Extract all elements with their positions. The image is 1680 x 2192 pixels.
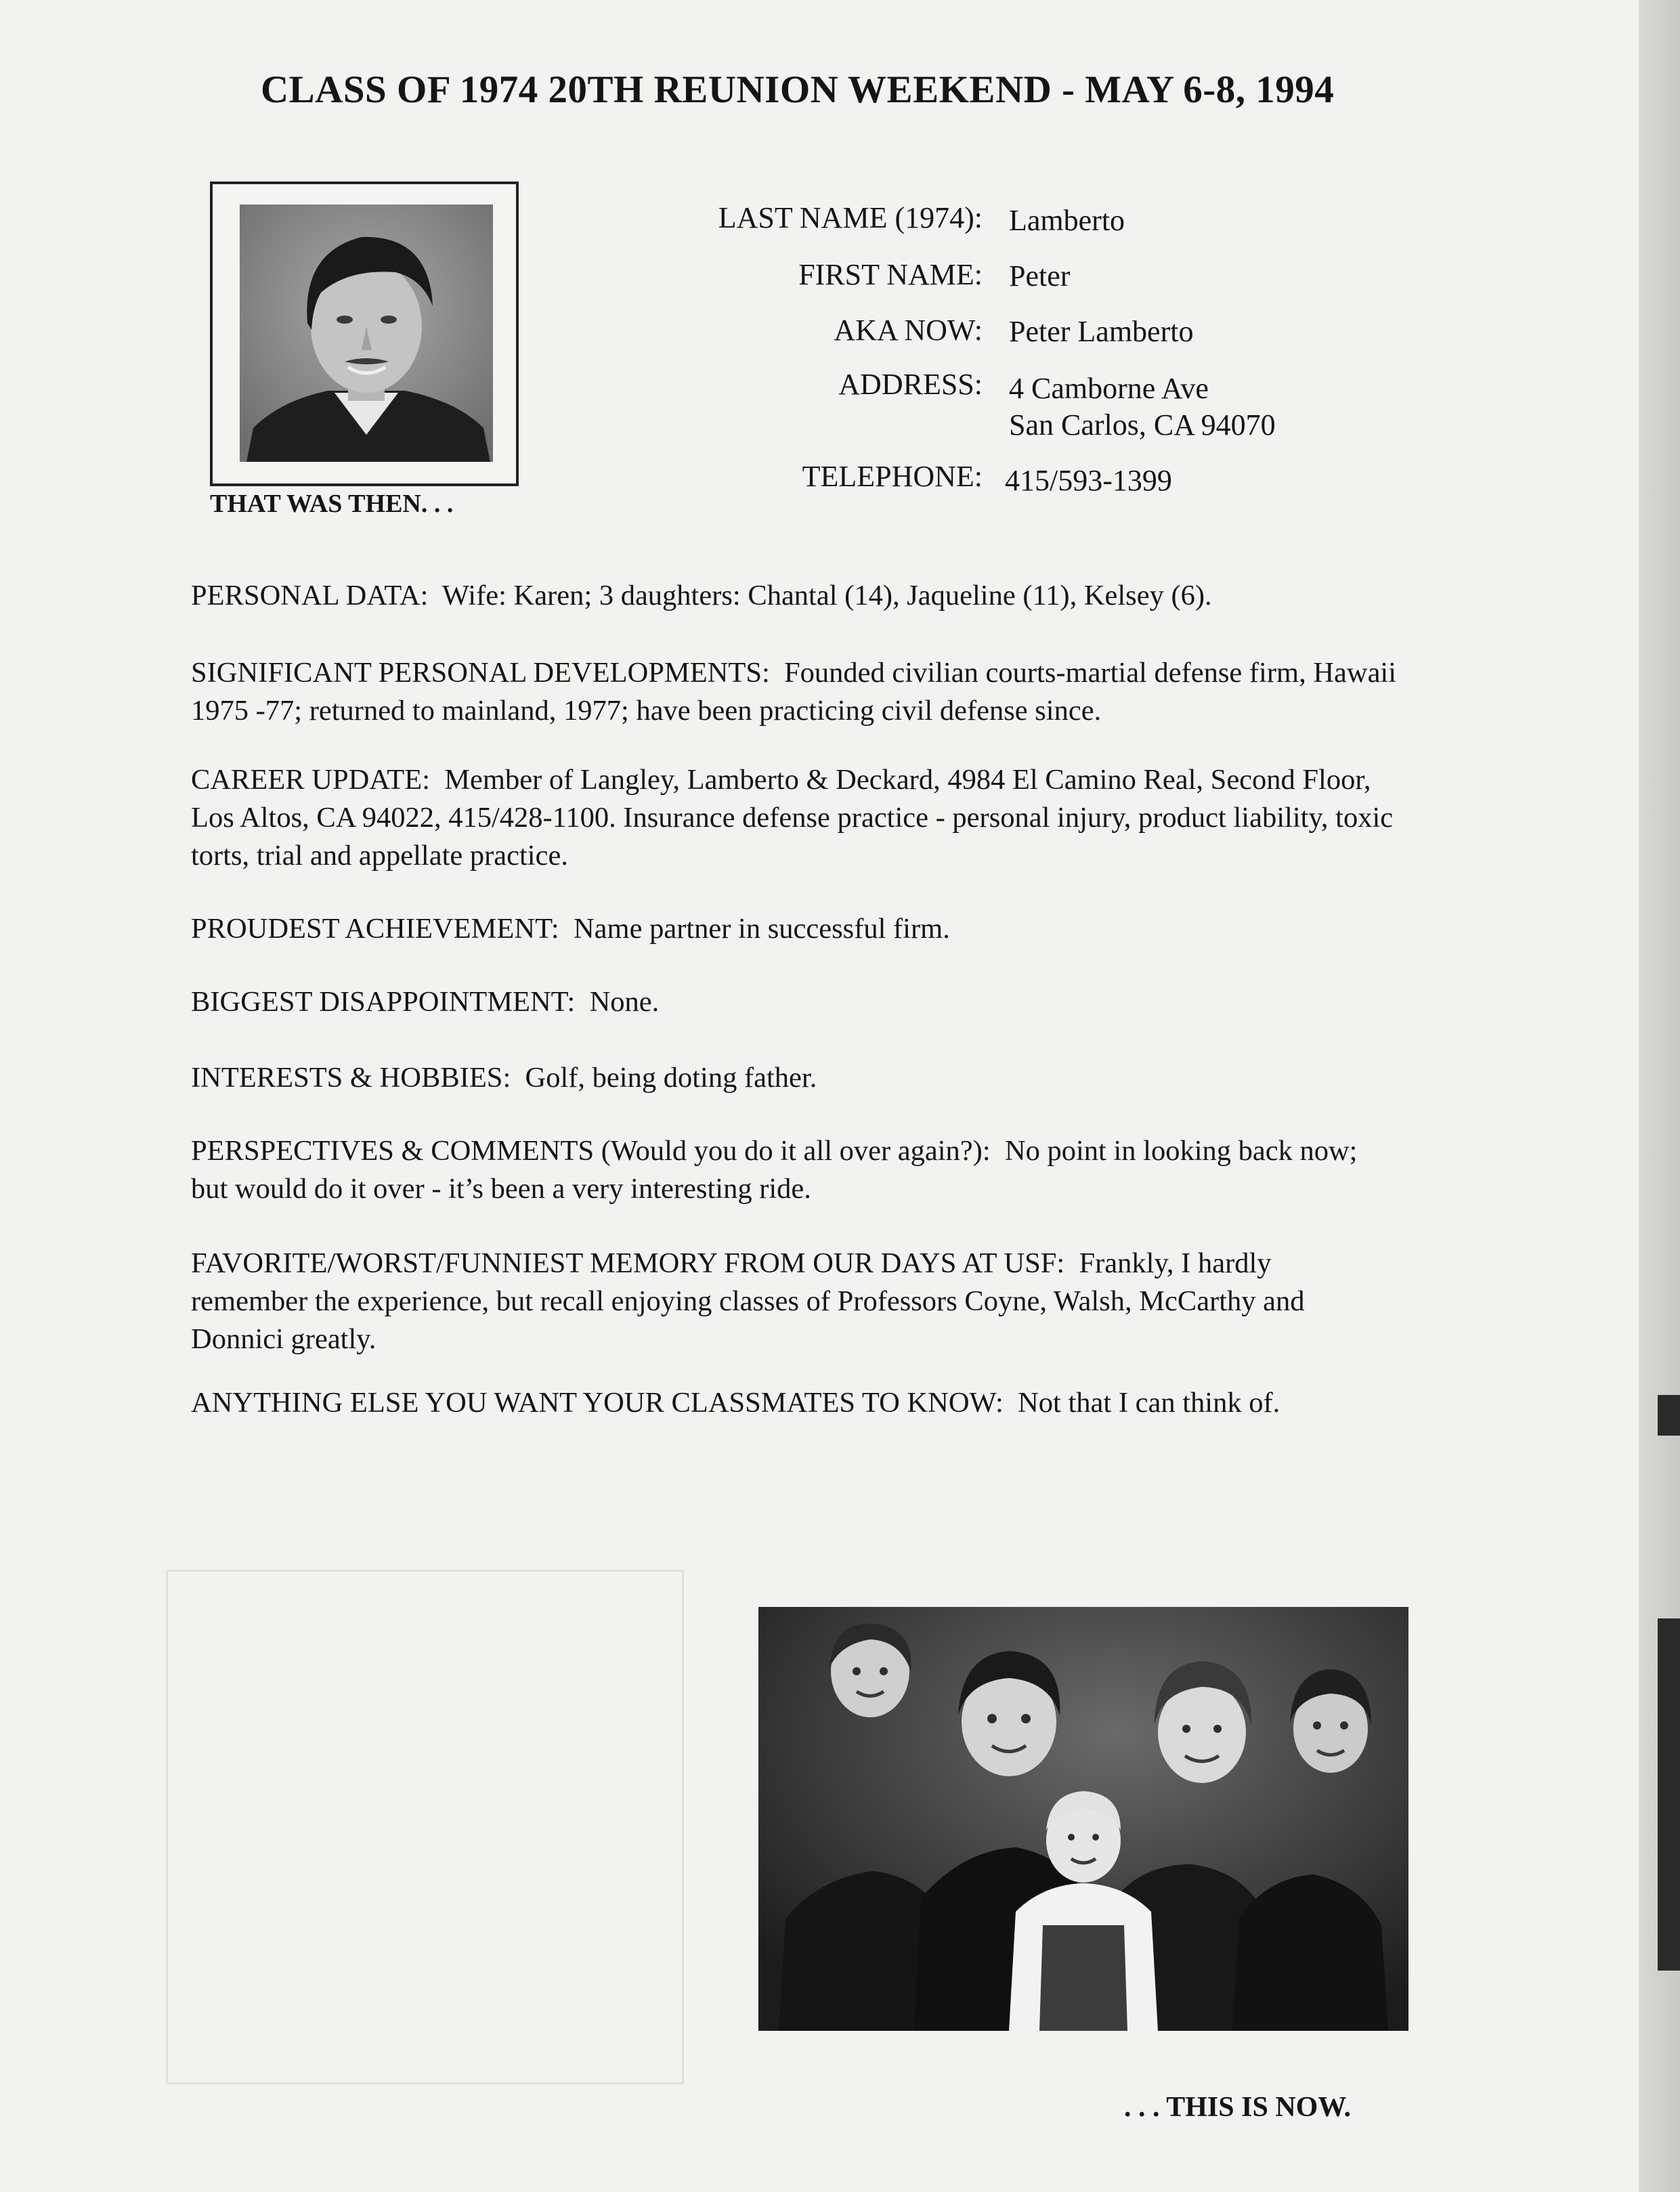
first-name-value: Peter (1009, 259, 1071, 293)
interests-label: INTERESTS & HOBBIES: (191, 1062, 511, 1094)
personal-data-value: Wife: Karen; 3 daughters: Chantal (14), Jaqueline (11), Kelsey (6). (441, 580, 1212, 611)
now-family-photo (758, 1607, 1408, 2031)
developments-value: Founded civilian courts-martial defense firm, Hawaii 1975 -77; returned to mainland, 1977; have been practicing civil defense since. (191, 657, 1397, 727)
perspectives-label: PERSPECTIVES & COMMENTS (191, 1135, 595, 1167)
perspectives-question: (Would you do it all over again?): (601, 1135, 991, 1167)
personal-data-label: PERSONAL DATA: (191, 580, 429, 611)
interests-value: Golf, being doting father. (525, 1062, 817, 1094)
anything-else-value: Not that I can think of. (1018, 1387, 1280, 1419)
interests-section (191, 1059, 1383, 1097)
disappointment-label: BIGGEST DISAPPOINTMENT: (191, 986, 576, 1018)
edge-mark (1658, 1618, 1680, 1971)
now-caption: . . . THIS IS NOW. (1124, 2092, 1351, 2123)
aka-label: AKA NOW: (834, 314, 983, 347)
anything-else-section (191, 1384, 1403, 1422)
address-line-2: San Carlos, CA 94070 (1009, 408, 1276, 442)
personal-data-section (191, 577, 1396, 615)
memory-label: FAVORITE/WORST/FUNNIEST MEMORY FROM OUR DAYS AT USF: (191, 1247, 1065, 1279)
last-name-label: LAST NAME (1974): (718, 201, 983, 234)
career-value: Member of Langley, Lamberto & Deckard, 4984 El Camino Real, Second Floor, Los Altos, CA 94022, 415/428-1100. Insurance defense practice - personal injury, product liability, toxic torts, trial and appellate practice. (191, 764, 1394, 872)
telephone-label: TELEPHONE: (802, 460, 983, 493)
developments-label: SIGNIFICANT PERSONAL DEVELOPMENTS: (191, 657, 770, 689)
career-section (191, 761, 1403, 875)
achievement-section (191, 910, 1383, 948)
career-label: CAREER UPDATE: (191, 764, 431, 796)
address-label: ADDRESS: (838, 368, 983, 401)
bleed-through-frame (166, 1570, 684, 2084)
page-title: CLASS OF 1974 20TH REUNION WEEKEND - MAY 6-8, 1994 (261, 68, 1335, 111)
aka-value: Peter Lamberto (1009, 315, 1194, 348)
perspectives-value: No point in looking back now; but would do it over - it’s been a very interesting ride. (191, 1135, 1358, 1205)
achievement-value: Name partner in successful firm. (573, 913, 950, 945)
first-name-label: FIRST NAME: (798, 258, 983, 291)
then-portrait-photo (240, 205, 493, 462)
developments-section (191, 654, 1423, 730)
telephone-value: 415/593-1399 (1005, 464, 1172, 497)
memory-section (191, 1245, 1369, 1358)
last-name-value: Lamberto (1009, 204, 1125, 237)
memory-value: Frankly, I hardly remember the experience, but recall enjoying classes of Professors Coyne, Walsh, McCarthy and Donnici greatly. (191, 1247, 1305, 1355)
address-line-1: 4 Camborne Ave (1009, 372, 1209, 405)
perspectives-section (191, 1132, 1390, 1208)
achievement-label: PROUDEST ACHIEVEMENT: (191, 913, 559, 945)
disappointment-section (191, 983, 1383, 1021)
disappointment-value: None. (589, 986, 660, 1018)
edge-mark (1658, 1395, 1680, 1436)
anything-else-label: ANYTHING ELSE YOU WANT YOUR CLASSMATES TO KNOW: (191, 1387, 1004, 1419)
then-caption: THAT WAS THEN. . . (210, 490, 454, 518)
